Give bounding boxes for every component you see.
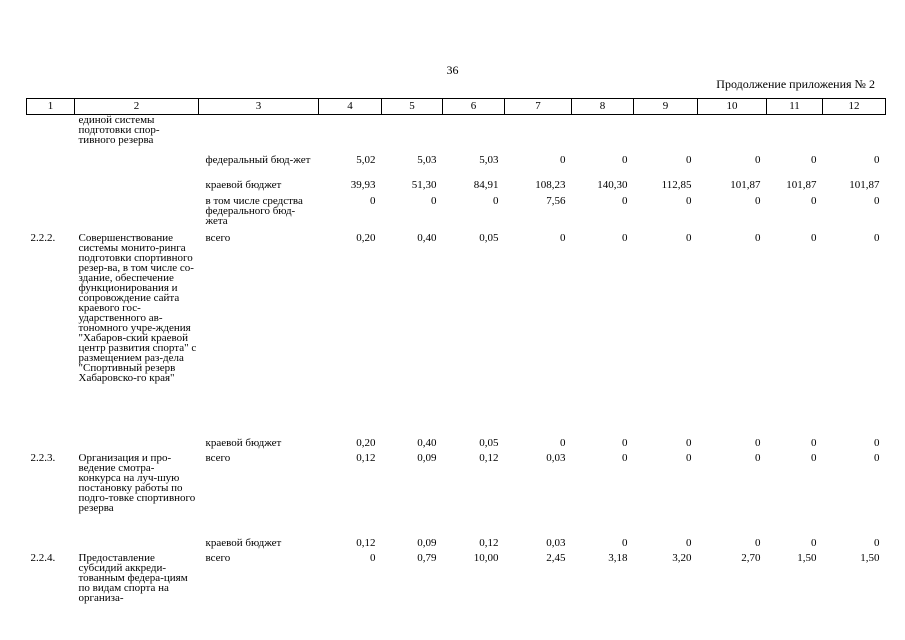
value-cell: 0,03 — [546, 536, 566, 549]
item-number: 2.2.2. — [30, 231, 56, 244]
item-number — [27, 175, 75, 191]
item-title — [75, 191, 199, 228]
value-cell: 84,91 — [473, 178, 499, 191]
value-cell: 0 — [560, 436, 566, 449]
value-cell — [319, 115, 382, 150]
column-header: 11 — [767, 99, 823, 115]
value-cell: 0 — [811, 451, 817, 464]
column-header: 1 — [27, 99, 75, 115]
item-number — [27, 191, 75, 228]
column-header: 12 — [823, 99, 886, 115]
value-cell — [767, 115, 823, 150]
value-cell: 0 — [811, 436, 817, 449]
value-cell: 0 — [874, 153, 880, 166]
item-title: Совершенствование системы монито-ринга подготовки спортивного резер-ва, в том числе со-здание, обеспечение функционирования и сопровождение сайта краевого гос-ударственного ав-тономного учре-ждения "Хабаров-ский краевой центр развития спорта" с размещением раз-дела "Спортивный резерв Хабаровско-го края" — [78, 231, 197, 384]
value-cell: 0 — [755, 536, 761, 549]
value-cell: 0 — [560, 153, 566, 166]
value-cell: 0 — [622, 451, 628, 464]
value-cell: 112,85 — [661, 178, 692, 191]
value-cell — [698, 115, 767, 150]
value-cell: 0 — [811, 231, 817, 244]
value-cell: 0 — [811, 153, 817, 166]
column-header: 5 — [382, 99, 443, 115]
value-cell: 0 — [755, 194, 761, 207]
value-cell: 0 — [686, 451, 692, 464]
funding-source: всего — [205, 451, 231, 464]
table-row — [27, 548, 886, 608]
value-cell: 101,87 — [730, 178, 761, 191]
table-row — [27, 115, 886, 150]
value-cell — [823, 115, 886, 150]
table-body — [27, 115, 886, 608]
value-cell: 0 — [370, 551, 376, 564]
value-cell: 3,18 — [608, 551, 628, 564]
item-number: 2.2.4. — [30, 551, 56, 564]
value-cell: 0 — [686, 536, 692, 549]
table-row — [27, 433, 886, 448]
column-header: 10 — [698, 99, 767, 115]
value-cell: 0 — [622, 436, 628, 449]
value-cell: 0 — [622, 153, 628, 166]
value-cell: 0,79 — [417, 551, 437, 564]
header-row — [27, 99, 886, 115]
column-header: 4 — [319, 99, 382, 115]
value-cell: 0 — [686, 153, 692, 166]
value-cell: 0 — [493, 194, 499, 207]
value-cell: 5,03 — [479, 153, 499, 166]
funding-source: всего — [205, 551, 231, 564]
value-cell: 101,87 — [786, 178, 817, 191]
value-cell: 0,20 — [356, 436, 376, 449]
page-number: 36 — [446, 63, 459, 77]
table-row — [27, 228, 886, 433]
value-cell: 0 — [622, 536, 628, 549]
value-cell: 0,12 — [479, 451, 499, 464]
value-cell: 0 — [560, 231, 566, 244]
value-cell: 0 — [370, 194, 376, 207]
value-cell: 101,87 — [849, 178, 880, 191]
value-cell: 0 — [686, 194, 692, 207]
value-cell: 0 — [622, 194, 628, 207]
value-cell: 0,05 — [479, 436, 499, 449]
value-cell: 10,00 — [473, 551, 499, 564]
value-cell: 0 — [686, 436, 692, 449]
value-cell — [382, 115, 443, 150]
value-cell: 5,02 — [356, 153, 376, 166]
value-cell: 0 — [811, 194, 817, 207]
value-cell: 2,45 — [546, 551, 566, 564]
funding-source: краевой бюджет — [205, 178, 282, 191]
item-number — [27, 533, 75, 548]
item-title — [75, 150, 199, 175]
funding-source — [199, 115, 319, 150]
value-cell — [443, 115, 505, 150]
value-cell: 0 — [811, 536, 817, 549]
item-number — [27, 433, 75, 448]
item-number — [27, 150, 75, 175]
value-cell: 51,30 — [411, 178, 437, 191]
value-cell: 0 — [622, 231, 628, 244]
value-cell: 0,40 — [417, 436, 437, 449]
funding-source: краевой бюджет — [205, 536, 282, 549]
value-cell: 0,05 — [479, 231, 499, 244]
item-title: Организация и про-ведение смотра-конкурса на луч-шую постановку работы по подго-товке спортивного резерва — [78, 451, 196, 514]
value-cell: 0,20 — [356, 231, 376, 244]
column-header: 3 — [199, 99, 319, 115]
table-row — [27, 175, 886, 191]
value-cell: 0,40 — [417, 231, 437, 244]
value-cell: 5,03 — [417, 153, 437, 166]
column-header: 6 — [443, 99, 505, 115]
value-cell: 0 — [874, 194, 880, 207]
value-cell: 0,12 — [356, 451, 376, 464]
value-cell: 0 — [874, 536, 880, 549]
value-cell: 3,20 — [672, 551, 692, 564]
funding-source: краевой бюджет — [205, 436, 282, 449]
value-cell — [505, 115, 572, 150]
value-cell: 39,93 — [350, 178, 376, 191]
table-row — [27, 533, 886, 548]
value-cell: 1,50 — [860, 551, 880, 564]
value-cell — [634, 115, 698, 150]
item-title: Предоставление субсидий аккреди-тованным федера-циям по видам спорта на организа- — [78, 551, 188, 604]
value-cell: 0 — [755, 153, 761, 166]
value-cell: 140,30 — [597, 178, 628, 191]
value-cell: 0 — [755, 451, 761, 464]
value-cell: 0 — [686, 231, 692, 244]
column-header: 8 — [572, 99, 634, 115]
budget-table — [26, 98, 886, 608]
value-cell: 7,56 — [546, 194, 566, 207]
funding-source: всего — [205, 231, 231, 244]
value-cell: 0 — [431, 194, 437, 207]
item-title — [75, 175, 199, 191]
value-cell: 0 — [755, 231, 761, 244]
value-cell: 0,12 — [356, 536, 376, 549]
value-cell: 0,12 — [479, 536, 499, 549]
value-cell — [572, 115, 634, 150]
value-cell: 0 — [874, 436, 880, 449]
table-row — [27, 448, 886, 533]
value-cell: 2,70 — [741, 551, 761, 564]
value-cell: 0,09 — [417, 451, 437, 464]
column-header: 2 — [75, 99, 199, 115]
funding-source: федеральный бюд-жет — [205, 153, 311, 166]
item-title — [75, 433, 199, 448]
value-cell: 0,09 — [417, 536, 437, 549]
value-cell: 1,50 — [797, 551, 817, 564]
item-number — [27, 115, 75, 150]
table-row — [27, 150, 886, 175]
column-header: 9 — [634, 99, 698, 115]
value-cell: 0 — [755, 436, 761, 449]
value-cell: 0 — [874, 451, 880, 464]
value-cell: 0,03 — [546, 451, 566, 464]
continuation-note: Продолжение приложения № 2 — [716, 77, 875, 91]
table-row — [27, 191, 886, 228]
value-cell: 0 — [874, 231, 880, 244]
column-header: 7 — [505, 99, 572, 115]
value-cell: 108,23 — [535, 178, 566, 191]
item-title — [75, 533, 199, 548]
item-title: единой системы подготовки спор-тивного резерва — [78, 114, 160, 146]
funding-source: в том числе средства федерального бюд-жета — [205, 194, 303, 227]
item-number: 2.2.3. — [30, 451, 56, 464]
